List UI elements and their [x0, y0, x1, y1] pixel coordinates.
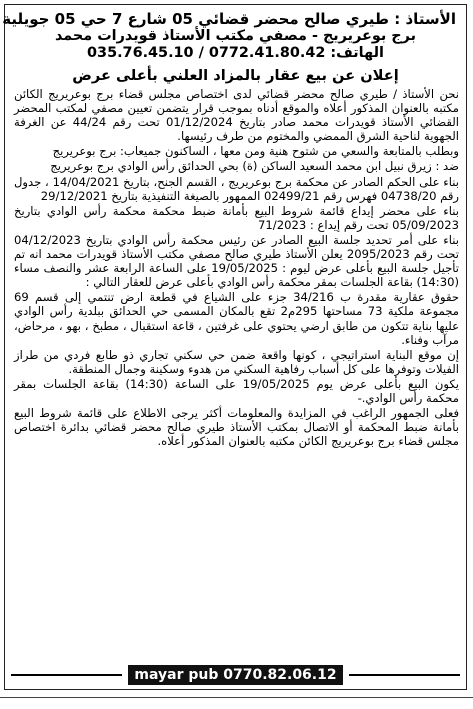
- paragraph-location: إن موقع البناية استراتيجي ، كونها واقعة ضمن حي سكني تجاري ذو طابع فردي من طراز الفيلات وتوفرها على كل أسباب رفاهية السكني من هدوء وسكينة وجمال المنطقة.: [14, 347, 459, 376]
- notice-header: [2, 5, 466, 64]
- footer-rule-left: [11, 674, 122, 676]
- paragraph-contact: فعلى الجمهور الراغب في المزايدة والمعلومات أكثر يرجى الاطلاع على قائمة شروط البيع بأمانة ضبط المحكمة أو الاتصال بمكتب الأستاذ طيري صالح محضر قضائي بدائرة اختصاص مجلس قضاء برج بوعريريج الكائن مكتبه بالعنوان المذكور أعلاه.: [14, 406, 459, 449]
- paragraph-session: بناء على أمر تحديد جلسة البيع الصادر عن رئيس محكمة رأس الوادي بتاريخ 04/12/2023 تحت رقم 2095/2023 يعلن الأستاذ طيري صالح مصفي مكتب الأستاذ قويدرات محمد انه تم تأجيل جلسة البيع بأعلى عرض ليوم : 19/05/2025 على الساعة الرابعة عشر والنصف مساء (14:30) بقاعة الجلسات بمقر محكمة رأس الوادي بأعلى عرض للعقار التالي :: [14, 232, 459, 290]
- bailiff-office: برج بوعريريج - مصفي مكتب الأستاذ قويدرات محمد: [54, 28, 417, 44]
- notice-subject: إعلان عن بيع عقار بالمزاد العلني بأعلى عرض: [72, 67, 399, 84]
- paragraph-plaintiff: وبطلب بالمتابعة والسعي من شتوح هنية ومن معها ، الساكنون جميعاب: برج بوعريريج: [52, 144, 459, 159]
- paragraph-judgment: بناء على الحكم الصادر عن محكمة برج بوعريريج ، القسم الجنح، بتاريخ 14/04/2021 ، جدول رقم 04738/20 فهرس رقم 02499/21 الممهور بالصيغة التنفيذية بتاريخ 29/12/2021: [14, 174, 459, 203]
- notice-body: [5, 87, 466, 448]
- paragraph-deposit: بناء على محضر إيداع قائمة شروط البيع بأمانة ضبط محكمة محكمة رأس الوادي بتاريخ 05/09/2023 تحت رقم إيداع : 71/2023: [14, 203, 459, 232]
- paragraph-defendant: ضد : زيرق نبيل ابن محمد السعيد الساكن (ة) بحي الحدائق رأس الوادي برج بوعريريج: [50, 159, 459, 174]
- paragraph-intro: نحن الأستاذ / طيري صالح محضر قضائي لدى اختصاص مجلس قضاء برج بوعريريج الكائن مكتبه بالعنوان المذكور أعلاه والموقع أدناه بموجب قرار يتضمن تعيين مصفي لمكتب المحضر القضائي الأستاذ قويدرات محمد صادر بتاريخ 01/12/2024 تحت رقم 44/24 عن الغرفة الجهوية لناحية الشرق الممضي والمختوم من طرف رئيسها.: [14, 87, 459, 144]
- paragraph-property: حقوق عقارية مقدرة ب 34/216 جزء على الشياع في قطعة ارض تنتمي إلى قسم 69 مجموعة ملكية 73 مساحتها 295م2 تقع بالمكان المسمى حي الحدائق ببلدية رأس الوادي عليها بناية تتكون من طابق ارضي يحتوي على غرفتين ، قاعة استقبال ، مطبخ ، بهو ، مرحاض، مرآب وفناء.: [14, 290, 460, 347]
- bailiff-address: الأستاذ : طيري صالح محضر قضائي 05 شارع 7 حي 05 جويلية: [2, 10, 456, 28]
- phone-line: [15, 45, 456, 62]
- publisher-badge: mayar pub 0770.82.06.12: [128, 665, 342, 685]
- phone-label: الهاتف:: [330, 45, 384, 61]
- paragraph-sale-date: يكون البيع بأعلى عرض يوم 19/05/2025 على الساعة (14:30) بقاعة الجلسات بمقر محكمة رأس الوادي.-: [14, 376, 459, 405]
- publisher-footer: [5, 665, 466, 685]
- phone-numbers: 035.76.45.10 / 0772.41.80.42: [87, 45, 326, 61]
- footer-rule-right: [349, 674, 460, 676]
- page-bottom-rule: [0, 697, 473, 698]
- legal-notice-frame: [4, 4, 467, 690]
